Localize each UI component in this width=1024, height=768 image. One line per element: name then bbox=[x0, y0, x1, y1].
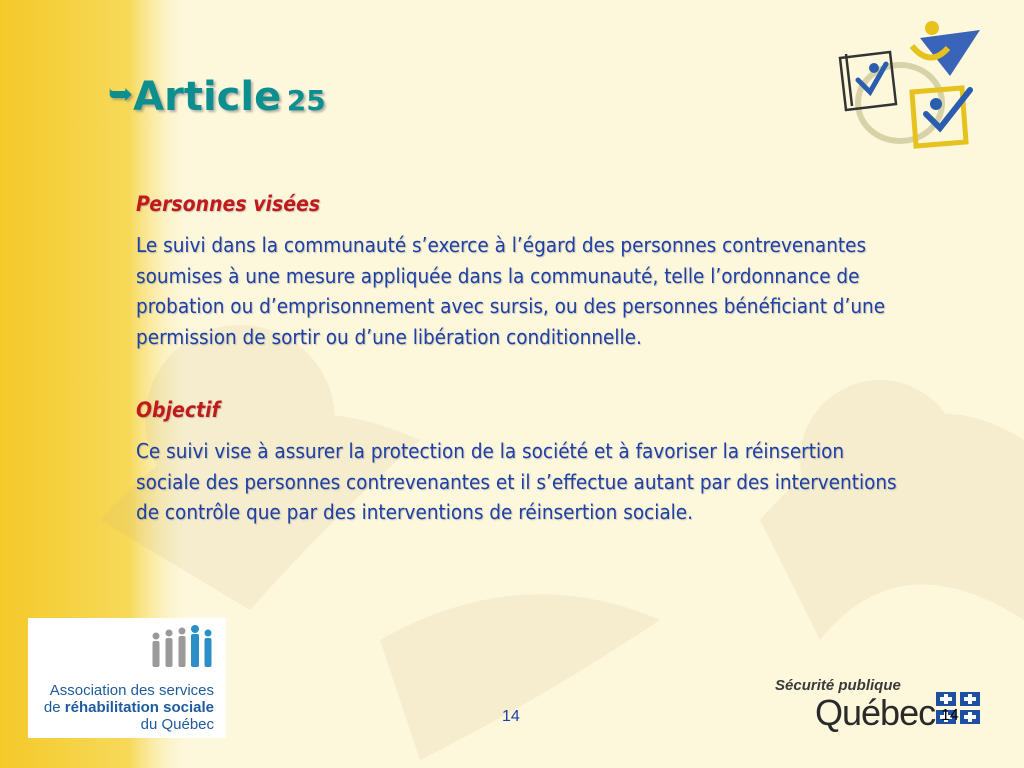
page-title bbox=[108, 74, 326, 120]
title-word: Article bbox=[133, 74, 282, 120]
section-heading-objectif: Objectif bbox=[136, 398, 220, 422]
people-group-icon bbox=[150, 624, 216, 674]
association-line3: du Québec bbox=[140, 716, 214, 733]
association-line2 bbox=[44, 699, 214, 716]
association-name bbox=[44, 682, 214, 733]
title-number: 25 bbox=[286, 84, 326, 117]
section-text-objectif: Ce suivi vise à assurer la protection de la société et à favoriser la réinsertion sociale des personnes contrevenantes et il s’effectue autant par des interventions de contrôle que par des interventions de réinsertion sociale. bbox=[136, 439, 897, 524]
ministry-label: Sécurité publique bbox=[775, 677, 901, 694]
corner-slide-number: 14 bbox=[941, 707, 959, 724]
slide-number: 14 bbox=[502, 708, 520, 725]
association-line1: Association des services bbox=[49, 682, 214, 699]
title-arrow-icon: ➥ bbox=[108, 77, 134, 112]
quebec-label: Québec bbox=[815, 692, 936, 733]
association-line2-prefix: de bbox=[43, 699, 65, 716]
association-line2-bold: réhabilitation sociale bbox=[64, 699, 214, 716]
section-text-personnes: Le suivi dans la communauté s’exerce à l’égard des personnes contrevenantes soumises à une mesure appliquée dans la communauté, telle l’ordonnance de probation ou d’emprisonnement avec sursis, ou des personnes bénéficiant d’une permission de sortir ou d’une libération conditionnelle. bbox=[136, 233, 886, 349]
ballot-checkmark-icon bbox=[830, 18, 990, 158]
slide-content bbox=[136, 192, 911, 528]
association-logo bbox=[28, 618, 226, 738]
section-heading-personnes: Personnes visées bbox=[136, 192, 321, 216]
